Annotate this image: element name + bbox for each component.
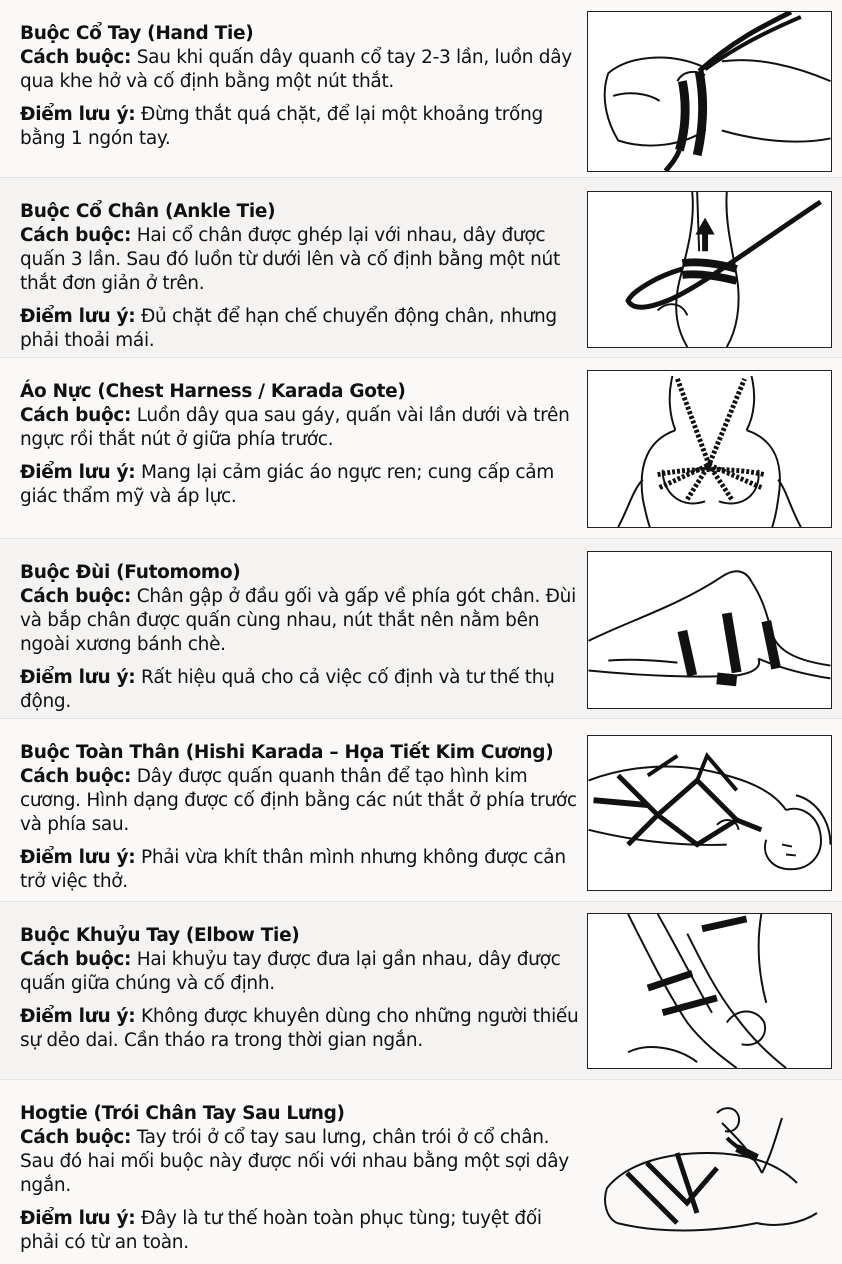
method-text: Tay trói ở cổ tay sau lưng, chân trói ở cổ chân. Sau đó hai mối buộc này được nối với nhau bằng một sợi dây ngắn.: [20, 1127, 569, 1196]
method-label: Cách buộc:: [20, 225, 132, 246]
method-line: [20, 585, 580, 657]
note-text: Đây là tư thế hoàn toàn phục tùng; tuyệt đối phải có từ an toàn.: [20, 1208, 542, 1253]
method-text: Luồn dây qua sau gáy, quấn vài lần dưới và trên ngực rồi thắt nút ở giữa phía trước.: [20, 405, 570, 450]
note-label: Điểm lưu ý:: [20, 847, 136, 868]
method-label: Cách buộc:: [20, 1127, 132, 1148]
note-line: [20, 1207, 580, 1255]
note-label: Điểm lưu ý:: [20, 462, 136, 483]
section-title: Buộc Toàn Thân (Hishi Karada – Họa Tiết Kim Cương): [20, 742, 554, 763]
note-text: Không được khuyên dùng cho những người thiếu sự dẻo dai. Cần tháo ra trong thời gian ngắn.: [20, 1006, 579, 1051]
section-title: Buộc Cổ Chân (Ankle Tie): [20, 201, 276, 222]
note-text: Đừng thắt quá chặt, để lại một khoảng trống bằng 1 ngón tay.: [20, 104, 543, 149]
ankle-tie-illustration: [587, 191, 832, 348]
section-hogtie: [0, 1080, 842, 1264]
section-title: Buộc Cổ Tay (Hand Tie): [20, 23, 254, 44]
section-title: Hogtie (Trói Chân Tay Sau Lưng): [20, 1103, 345, 1124]
section-text: [20, 561, 580, 714]
section-title: Buộc Đùi (Futomomo): [20, 562, 241, 583]
section-text: [20, 741, 580, 894]
note-label: Điểm lưu ý:: [20, 1208, 136, 1229]
method-label: Cách buộc:: [20, 766, 132, 787]
method-line: [20, 948, 580, 996]
note-label: Điểm lưu ý:: [20, 667, 136, 688]
note-label: Điểm lưu ý:: [20, 1006, 136, 1027]
method-text: Chân gập ở đầu gối và gấp về phía gót chân. Đùi và bắp chân được quấn cùng nhau, nút thắt nên nằm bên ngoài xương bánh chè.: [20, 586, 576, 655]
section-elbow-tie: [0, 902, 842, 1080]
note-label: Điểm lưu ý:: [20, 104, 136, 125]
thigh-tie-illustration: [587, 551, 832, 709]
method-label: Cách buộc:: [20, 405, 132, 426]
note-line: [20, 461, 580, 509]
full-body-tie-illustration: [587, 735, 832, 891]
note-label: Điểm lưu ý:: [20, 306, 136, 327]
method-text: Hai khuỷu tay được đưa lại gần nhau, dây được quấn giữa chúng và cố định.: [20, 949, 561, 994]
section-text: [20, 1102, 580, 1255]
method-text: Sau khi quấn dây quanh cổ tay 2-3 lần, luồn dây qua khe hở và cố định bằng một nút thắt.: [20, 47, 572, 92]
section-text: [20, 22, 580, 151]
chest-harness-illustration: [587, 370, 832, 528]
section-text: [20, 200, 580, 353]
wrist-tie-illustration: [587, 11, 832, 172]
note-text: Phải vừa khít thân mình nhưng không được cản trở việc thở.: [20, 847, 566, 892]
section-text: [20, 380, 580, 509]
elbow-tie-illustration: [587, 913, 832, 1069]
method-line: [20, 404, 580, 452]
method-text: Dây được quấn quanh thân để tạo hình kim cương. Hình dạng được cố định bằng các nút thắt ở phía trước và phía sau.: [20, 766, 577, 835]
section-thigh-tie: [0, 539, 842, 719]
method-line: [20, 1126, 580, 1198]
note-text: Mang lại cảm giác áo ngực ren; cung cấp cảm giác thẩm mỹ và áp lực.: [20, 462, 555, 507]
section-title: Áo Nực (Chest Harness / Karada Gote): [20, 381, 406, 402]
note-line: [20, 1005, 580, 1053]
section-ankle-tie: [0, 178, 842, 358]
method-label: Cách buộc:: [20, 47, 132, 68]
section-full-body-tie: [0, 719, 842, 902]
method-text: Hai cổ chân được ghép lại với nhau, dây được quấn 3 lần. Sau đó luồn từ dưới lên và cố định bằng một nút thắt đơn giản ở trên.: [20, 225, 560, 294]
section-title: Buộc Khuỷu Tay (Elbow Tie): [20, 925, 300, 946]
section-text: [20, 924, 580, 1053]
note-text: Đủ chặt để hạn chế chuyển động chân, nhưng phải thoải mái.: [20, 306, 557, 351]
section-hand-tie: [0, 0, 842, 178]
section-chest-harness: [0, 358, 842, 539]
method-label: Cách buộc:: [20, 586, 132, 607]
hogtie-illustration: [587, 1093, 832, 1252]
note-text: Rất hiệu quả cho cả việc cố định và tư thế thụ động.: [20, 667, 555, 712]
note-line: [20, 666, 580, 714]
method-line: [20, 224, 580, 296]
method-line: [20, 765, 580, 837]
note-line: [20, 103, 580, 151]
note-line: [20, 846, 580, 894]
note-line: [20, 305, 580, 353]
method-line: [20, 46, 580, 94]
method-label: Cách buộc:: [20, 949, 132, 970]
